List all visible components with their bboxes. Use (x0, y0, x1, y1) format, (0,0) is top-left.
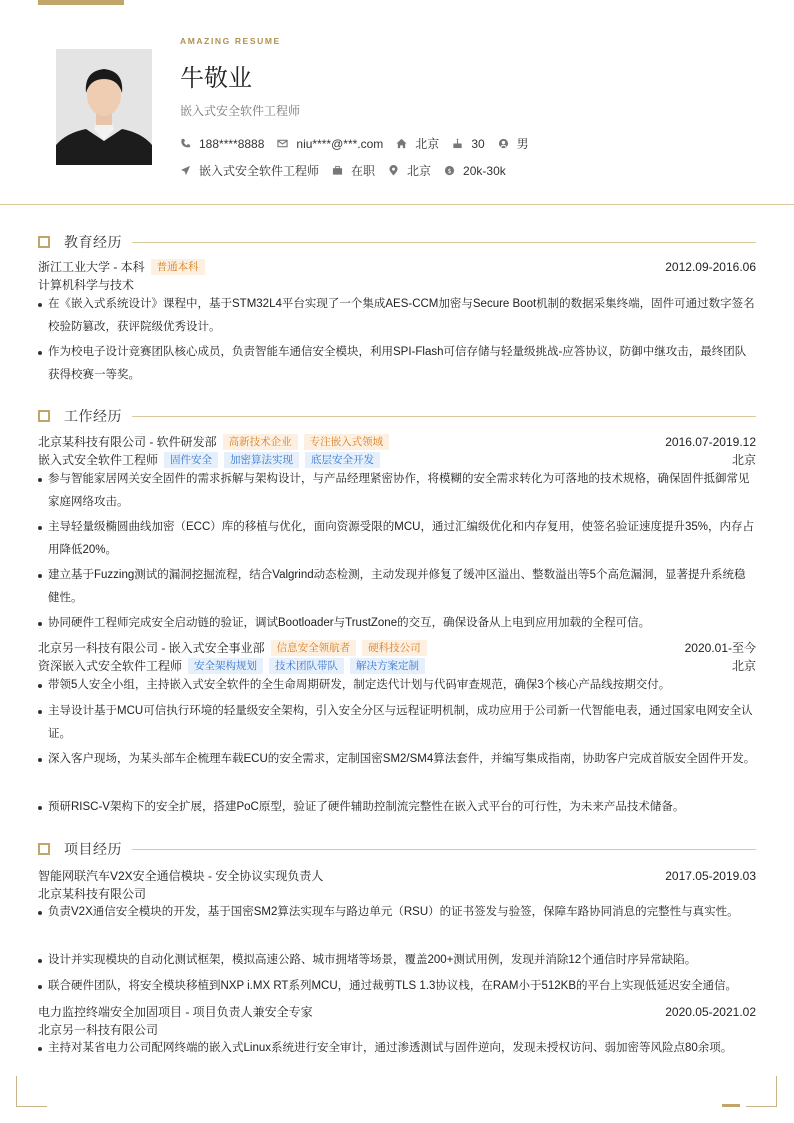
resume-header (0, 0, 794, 205)
phone-text: 188****8888 (199, 136, 265, 151)
major: 计算机科学与技术 (38, 278, 135, 292)
work-section-header (38, 406, 756, 426)
age-text: 30 (471, 136, 485, 151)
list-item: 带领5人安全小组，主持嵌入式安全软件的全生命周期研发，制定迭代计划与代码审查规范，确保3个核心产品线按期交付。 (38, 674, 756, 697)
target-role-text: 嵌入式安全软件工程师 (199, 164, 320, 178)
gender-text: 男 (516, 137, 529, 151)
resume-tagline: AMAZING RESUME (180, 36, 281, 46)
project-org: 北京某科技有限公司 (38, 887, 147, 901)
briefcase-icon (332, 165, 343, 176)
list-item: 设计并实现模块的自动化测试框架，模拟高速公路、城市拥堵等场景，覆盖200+测试用例，发现并消除12个通信时序异常缺陷。 (38, 949, 756, 972)
role-tag: 安全架构规划 (188, 658, 263, 674)
school-name: 浙江工业大学 - 本科 (38, 260, 145, 274)
projects-section-header (38, 839, 756, 859)
money-icon (444, 165, 455, 176)
project-name: 电力监控终端安全加固项目 - 项目负责人兼安全专家 (38, 1005, 313, 1019)
status-item (332, 162, 375, 179)
profile-photo (56, 49, 152, 165)
list-item: 主导轻量级椭圆曲线加密（ECC）库的移植与优化，面向资源受限的MCU，通过汇编级优化和内存复用，使签名验证速度提升35%，内存占用降低20%。 (38, 516, 756, 562)
list-item: 建立基于Fuzzing测试的漏洞挖掘流程，结合Valgrind动态检测，主动发现并修复了缓冲区溢出、整数溢出等5个高危漏洞，显著提升系统稳健性。 (38, 564, 756, 610)
project-org: 北京另一科技有限公司 (38, 1023, 159, 1037)
age-item (452, 137, 484, 151)
contact-row (180, 135, 542, 152)
city-item (396, 135, 439, 152)
project-date: 2020.05-2021.02 (665, 1004, 756, 1019)
company-name: 北京另一科技有限公司 - 嵌入式安全事业部 (38, 641, 265, 655)
job-intent-row (180, 162, 519, 179)
work-role-row (38, 657, 756, 674)
corner-decoration-right (746, 1076, 777, 1107)
list-item: 作为校电子设计竞赛团队核心成员，负责智能车通信安全模块，利用SPI-Flash可信存储与轻量级挑战-应答协议，防御中继攻击，最终团队获得校赛一等奖。 (38, 341, 756, 387)
section-title: 教育经历 (64, 234, 122, 250)
project-org-row (38, 885, 756, 902)
list-item: 主导设计基于MCU可信执行环境的轻量级安全架构，引入安全分区与远程证明机制，成功应用于公司新一代智能电表，通过国家电网安全认证。 (38, 700, 756, 746)
section-divider (132, 416, 756, 417)
target-role-item (180, 162, 319, 179)
project-name-row (38, 867, 756, 884)
education-section-header (38, 232, 756, 252)
section-divider (132, 849, 756, 850)
work-date: 2020.01-至今 (684, 641, 756, 655)
list-item: 在《嵌入式系统设计》课程中，基于STM32L4平台实现了一个集成AES-CCM加密与Secure Boot机制的数据采集终端，固件可通过数字签名校验防篡改，获评院级优秀设计。 (38, 293, 756, 339)
home-icon (396, 138, 407, 149)
list-item: 联合硬件团队，将安全模块移植到NXP i.MX RT系列MCU，通过裁剪TLS 1.3协议栈，在RAM小于512KB的平台上实现低延迟安全通信。 (38, 975, 756, 998)
project-name: 智能网联汽车V2X安全通信模块 - 安全协议实现负责人 (38, 869, 324, 883)
company-tag: 专注嵌入式领域 (304, 434, 390, 450)
education-date: 2012.09-2016.06 (665, 259, 756, 274)
svg-text:$: $ (447, 166, 452, 175)
school-tag: 普通本科 (151, 259, 205, 275)
list-item: 深入客户现场，为某头部车企梳理车载ECU的安全需求，定制国密SM2/SM4算法套件，并编写集成指南，协助客户完成首版安全固件开发。 (38, 748, 756, 771)
user-icon (498, 138, 509, 149)
phone-item (180, 137, 264, 151)
status-text: 在职 (351, 164, 376, 178)
target-city-item (388, 162, 431, 179)
section-title: 工作经历 (64, 408, 122, 424)
list-item: 负责V2X通信安全模块的开发，基于国密SM2算法实现车与路边单元（RSU）的证书签发与验签，保障车路协同消息的完整性与真实性。 (38, 901, 756, 924)
work-company-row (38, 639, 756, 656)
work-role-row (38, 451, 756, 468)
role-tag: 底层安全开发 (305, 452, 380, 468)
mail-icon (277, 138, 288, 149)
section-square-icon (38, 410, 50, 422)
company-name: 北京某科技有限公司 - 软件研发部 (38, 435, 217, 449)
role-name: 资深嵌入式安全软件工程师 (38, 659, 183, 673)
candidate-title: 嵌入式安全软件工程师 (180, 104, 301, 118)
role-tag: 解决方案定制 (350, 658, 425, 674)
education-school-row (38, 258, 756, 275)
target-city-text: 北京 (407, 164, 432, 178)
project-date: 2017.05-2019.03 (665, 868, 756, 883)
section-divider (132, 242, 756, 243)
email-item (277, 137, 383, 151)
gender-item (498, 135, 529, 152)
education-major-row (38, 276, 756, 293)
role-tag: 固件安全 (164, 452, 218, 468)
phone-icon (180, 138, 191, 149)
list-item: 预研RISC-V架构下的安全扩展，搭建PoC原型，验证了硬件辅助控制流完整性在嵌入式平台的可行性，为未来产品技术储备。 (38, 796, 756, 819)
work-location: 北京 (731, 659, 756, 673)
section-square-icon (38, 236, 50, 248)
section-square-icon (38, 843, 50, 855)
list-item: 主持对某省电力公司配网终端的嵌入式Linux系统进行安全审计，通过渗透测试与固件逆向，发现未授权访问、弱加密等风险点80余项。 (38, 1037, 756, 1060)
company-tag: 硬科技公司 (362, 640, 427, 656)
section-title: 项目经历 (64, 841, 122, 857)
project-name-row (38, 1003, 756, 1020)
work-date: 2016.07-2019.12 (665, 434, 756, 449)
company-tag: 信息安全领航者 (271, 640, 357, 656)
company-tag: 高新技术企业 (223, 434, 298, 450)
work-location: 北京 (731, 453, 756, 467)
salary-item (444, 164, 506, 178)
list-item: 协同硬件工程师完成安全启动链的验证，调试Bootloader与TrustZone的交互，确保设备从上电到应用加载的全程可信。 (38, 612, 756, 635)
project-org-row (38, 1021, 756, 1038)
location-pin-icon (388, 165, 399, 176)
work-company-row (38, 433, 756, 450)
email-text: niu****@***.com (296, 136, 384, 151)
cake-icon (452, 138, 463, 149)
list-item: 参与智能家居网关安全固件的需求拆解与架构设计，与产品经理紧密协作，将模糊的安全需求转化为可落地的技术规格，确保固件抵御常见家庭网络攻击。 (38, 468, 756, 514)
salary-text: 20k-30k (463, 163, 506, 178)
corner-decoration-left (16, 1076, 47, 1107)
role-name: 嵌入式安全软件工程师 (38, 453, 159, 467)
corner-accent-dash (722, 1104, 740, 1107)
send-icon (180, 165, 191, 176)
candidate-name: 牛敬业 (180, 65, 252, 92)
role-tag: 技术团队带队 (269, 658, 344, 674)
role-tag: 加密算法实现 (224, 452, 299, 468)
city-text: 北京 (415, 137, 440, 151)
